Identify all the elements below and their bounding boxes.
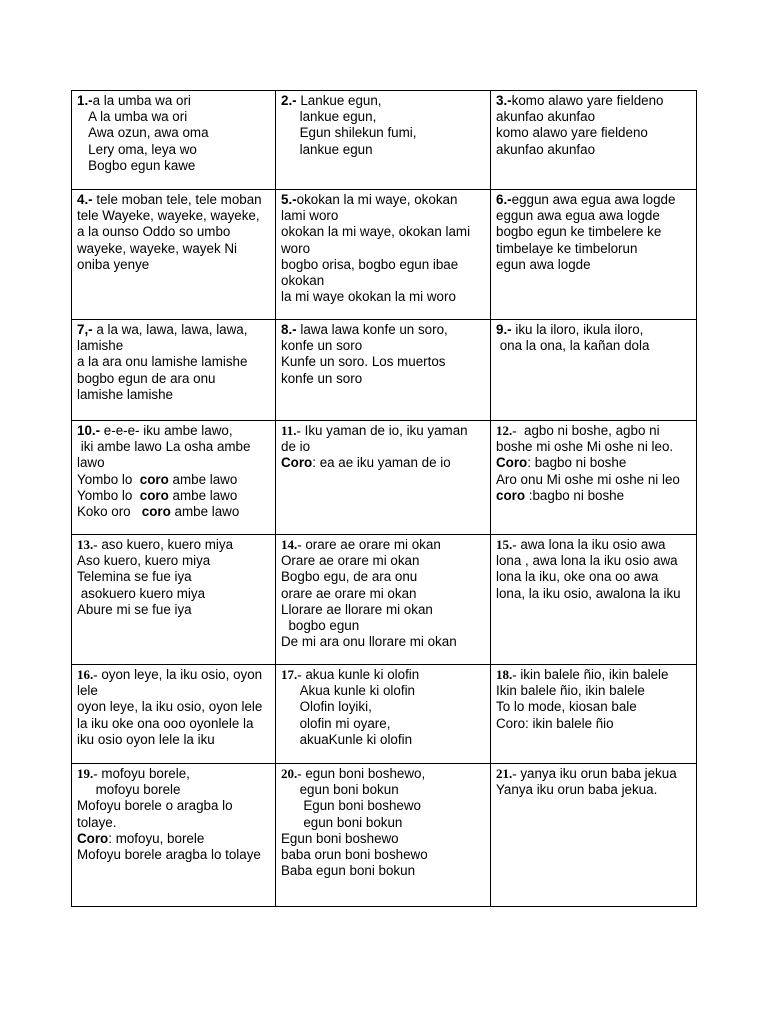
song-number: 9.- xyxy=(496,322,512,337)
song-line: 21.- yanya iku orun baba jekua xyxy=(496,766,677,781)
table-row xyxy=(72,190,697,320)
song-line: bogbo orisa, bogbo egun ibae xyxy=(281,256,459,272)
coro-label: Coro xyxy=(496,455,528,471)
song-line: 2.- Lankue egun, xyxy=(281,93,382,108)
song-line: bogbo egun xyxy=(281,618,360,634)
song-cell-14 xyxy=(276,535,491,665)
song-line: Awa ozun, awa oma xyxy=(77,125,209,141)
coro-label: coro xyxy=(141,504,171,520)
song-number: 5.- xyxy=(281,192,297,207)
coro-label: coro xyxy=(496,487,526,503)
song-line: lamishe xyxy=(77,338,124,354)
song-cell-6 xyxy=(491,190,697,320)
song-line: komo alawo yare fieldeno xyxy=(496,125,648,141)
song-line: de io xyxy=(281,439,311,455)
song-line: lamishe lamishe xyxy=(77,386,174,402)
song-line: egun boni bokun xyxy=(281,814,403,830)
song-line: orare ae orare mi okan xyxy=(281,585,417,601)
song-line: lankue egun xyxy=(281,141,373,157)
song-number: 18.- xyxy=(496,667,517,682)
song-line: akunfao akunfao xyxy=(496,141,596,157)
song-number: 4.- xyxy=(77,192,93,207)
coro-label: Coro xyxy=(77,830,109,846)
song-line: Lery oma, leya wo xyxy=(77,141,197,157)
song-line: 5.-okokan la mi waye, okokan xyxy=(281,192,458,207)
song-line: 10.- e-e-e- iku ambe lawo, xyxy=(77,423,233,438)
song-line: Bogbo egun kawe xyxy=(77,157,196,173)
song-line: Mofoyu borele aragba lo tolaye xyxy=(77,847,261,863)
table-row xyxy=(72,535,697,665)
song-line: akuaKunle ki olofin xyxy=(281,731,413,747)
song-line: De mi ara onu llorare mi okan xyxy=(281,634,457,650)
table-row xyxy=(72,421,697,535)
song-line: olofin mi oyare, xyxy=(281,715,391,731)
song-line: tolaye. xyxy=(77,814,117,830)
song-cell-13 xyxy=(72,535,276,665)
song-line: lona la iku, oke ona oo awa xyxy=(496,569,659,585)
song-cell-2 xyxy=(276,91,491,190)
song-line: 17.- akua kunle ki olofin xyxy=(281,667,420,682)
song-line: Egun shilekun fumi, xyxy=(281,125,417,141)
song-line: 7,- a la wa, lawa, lawa, lawa, xyxy=(77,322,248,337)
song-line: boshe mi oshe Mi oshe ni leo. xyxy=(496,439,674,455)
song-line: Coro: mofoyu, borele xyxy=(77,830,205,846)
song-cell-20 xyxy=(276,764,491,907)
song-line: Yombo lo coro ambe lawo xyxy=(77,471,238,487)
song-line: 8.- lawa lawa konfe un soro, xyxy=(281,322,448,337)
song-line: 12.- agbo ni boshe, agbo ni xyxy=(496,423,660,438)
song-number: 17.- xyxy=(281,667,302,682)
song-line: bogbo egun de ara onu xyxy=(77,370,216,386)
coro-label: coro xyxy=(139,487,169,503)
song-line: Egun boni boshewo xyxy=(281,798,421,814)
song-number: 15.- xyxy=(496,537,517,552)
song-line: Orare ae orare mi okan xyxy=(281,553,420,569)
song-line: Abure mi se fue iya xyxy=(77,601,192,617)
song-line: 19.- mofoyu borele, xyxy=(77,766,190,781)
song-line: lele xyxy=(77,683,98,699)
song-line: 20.- egun boni boshewo, xyxy=(281,766,426,781)
song-line: iku osio oyon lele la iku xyxy=(77,731,215,747)
song-number: 13.- xyxy=(77,537,98,552)
song-line: 6.-eggun awa egua awa logde xyxy=(496,192,676,207)
song-line: tele Wayeke, wayeke, wayeke, xyxy=(77,208,260,224)
song-line: wayeke, wayeke, wayek Ni xyxy=(77,240,238,256)
song-line: la mi waye okokan la mi woro xyxy=(281,289,456,305)
song-line: egun awa logde xyxy=(496,256,591,272)
table-row xyxy=(72,665,697,764)
song-line: timbelaye ke timbelorun xyxy=(496,240,638,256)
song-number: 11.- xyxy=(281,423,301,438)
table-row xyxy=(72,764,697,907)
table-row xyxy=(72,91,697,190)
song-cell-11 xyxy=(276,421,491,535)
song-line: Yanya iku orun baba jekua. xyxy=(496,782,658,798)
song-line: ona la ona, la kañan dola xyxy=(496,338,650,354)
coro-label: coro xyxy=(139,471,169,487)
song-line: A la umba wa ori xyxy=(77,109,188,125)
song-line: 16.- oyon leye, la iku osio, oyon xyxy=(77,667,263,682)
song-cell-18 xyxy=(491,665,697,764)
song-cell-5 xyxy=(276,190,491,320)
song-line: 13.- aso kuero, kuero miya xyxy=(77,537,234,552)
song-number: 2.- xyxy=(281,93,297,108)
song-line: 3.-komo alawo yare fieldeno xyxy=(496,93,664,108)
song-line: 18.- ikin balele ñio, ikin balele xyxy=(496,667,669,682)
song-line: bogbo egun ke timbelere ke xyxy=(496,224,662,240)
song-number: 3.- xyxy=(496,93,512,108)
song-line: a la ounso Oddo so umbo xyxy=(77,224,231,240)
song-line: konfe un soro xyxy=(281,338,363,354)
song-line: coro :bagbo ni boshe xyxy=(496,487,625,503)
table-row xyxy=(72,320,697,421)
song-line: Kunfe un soro. Los muertos xyxy=(281,354,446,370)
song-line: lona , awa lona la iku osio awa xyxy=(496,553,678,569)
song-line: Llorare ae llorare mi okan xyxy=(281,601,433,617)
song-line: 1.-a la umba wa ori xyxy=(77,93,191,108)
song-line: Baba egun boni bokun xyxy=(281,863,416,879)
song-line: Koko oro coro ambe lawo xyxy=(77,504,240,520)
song-number: 10.- xyxy=(77,423,101,438)
song-line: oniba yenye xyxy=(77,256,150,272)
song-line: 15.- awa lona la iku osio awa xyxy=(496,537,666,552)
song-line: Yombo lo coro ambe lawo xyxy=(77,487,238,503)
song-cell-7 xyxy=(72,320,276,421)
song-line: mofoyu borele xyxy=(77,782,181,798)
song-line: okokan la mi waye, okokan lami xyxy=(281,224,471,240)
song-line: la iku oke ona ooo oyonlele la xyxy=(77,715,254,731)
song-line: 14.- orare ae orare mi okan xyxy=(281,537,441,552)
song-line: Coro: bagbo ni boshe xyxy=(496,455,627,471)
song-cell-8 xyxy=(276,320,491,421)
song-line: Akua kunle ki olofin xyxy=(281,683,415,699)
song-line: egun boni bokun xyxy=(281,782,399,798)
song-number: 19.- xyxy=(77,766,98,781)
song-cell-3 xyxy=(491,91,697,190)
song-line: Mofoyu borele o aragba lo xyxy=(77,798,233,814)
song-line: Aso kuero, kuero miya xyxy=(77,553,211,569)
song-line: 11.- Iku yaman de io, iku yaman xyxy=(281,423,468,438)
song-line: 4.- tele moban tele, tele moban xyxy=(77,192,262,207)
song-number: 7,- xyxy=(77,322,93,337)
song-line: Egun boni boshewo xyxy=(281,830,399,846)
song-number: 1.- xyxy=(77,93,93,108)
song-number: 14.- xyxy=(281,537,302,552)
song-line: baba orun boni boshewo xyxy=(281,847,428,863)
song-cell-1 xyxy=(72,91,276,190)
song-cell-17 xyxy=(276,665,491,764)
song-number: 16.- xyxy=(77,667,98,682)
song-line: iki ambe lawo La osha ambe xyxy=(77,439,251,455)
song-cell-19 xyxy=(72,764,276,907)
song-cell-10 xyxy=(72,421,276,535)
song-line: 9.- iku la iloro, ikula iloro, xyxy=(496,322,644,337)
song-number: 12.- xyxy=(496,423,517,438)
song-number: 6.- xyxy=(496,192,512,207)
song-line: lawo xyxy=(77,455,105,471)
song-line: akunfao akunfao xyxy=(496,109,596,125)
songs-table xyxy=(71,90,697,907)
song-number: 8.- xyxy=(281,322,297,337)
coro-label: Coro xyxy=(281,455,313,471)
song-line: okokan xyxy=(281,273,325,289)
song-line: lami woro xyxy=(281,208,339,224)
song-cell-15 xyxy=(491,535,697,665)
song-line: Bogbo egu, de ara onu xyxy=(281,569,418,585)
song-cell-4 xyxy=(72,190,276,320)
song-cell-12 xyxy=(491,421,697,535)
song-line: a la ara onu lamishe lamishe xyxy=(77,354,248,370)
song-line: Aro onu Mi oshe mi oshe ni leo xyxy=(496,471,680,487)
song-line: asokuero kuero miya xyxy=(77,585,206,601)
song-number: 20.- xyxy=(281,766,302,781)
song-line: woro xyxy=(281,240,311,256)
song-cell-16 xyxy=(72,665,276,764)
song-line: lona, la iku osio, awalona la iku xyxy=(496,585,681,601)
song-line: Olofin loyiki, xyxy=(281,699,372,715)
song-line: Telemina se fue iya xyxy=(77,569,192,585)
song-cell-21 xyxy=(491,764,697,907)
song-line: Coro: ea ae iku yaman de io xyxy=(281,455,451,471)
song-cell-9 xyxy=(491,320,697,421)
song-line: lankue egun, xyxy=(281,109,377,125)
song-line: oyon leye, la iku osio, oyon lele xyxy=(77,699,263,715)
song-line: To lo mode, kiosan bale xyxy=(496,699,637,715)
song-line: Ikin balele ñio, ikin balele xyxy=(496,683,645,699)
song-line: eggun awa egua awa logde xyxy=(496,208,660,224)
song-number: 21.- xyxy=(496,766,517,781)
song-line: Coro: ikin balele ñio xyxy=(496,715,614,731)
song-line: konfe un soro xyxy=(281,370,363,386)
